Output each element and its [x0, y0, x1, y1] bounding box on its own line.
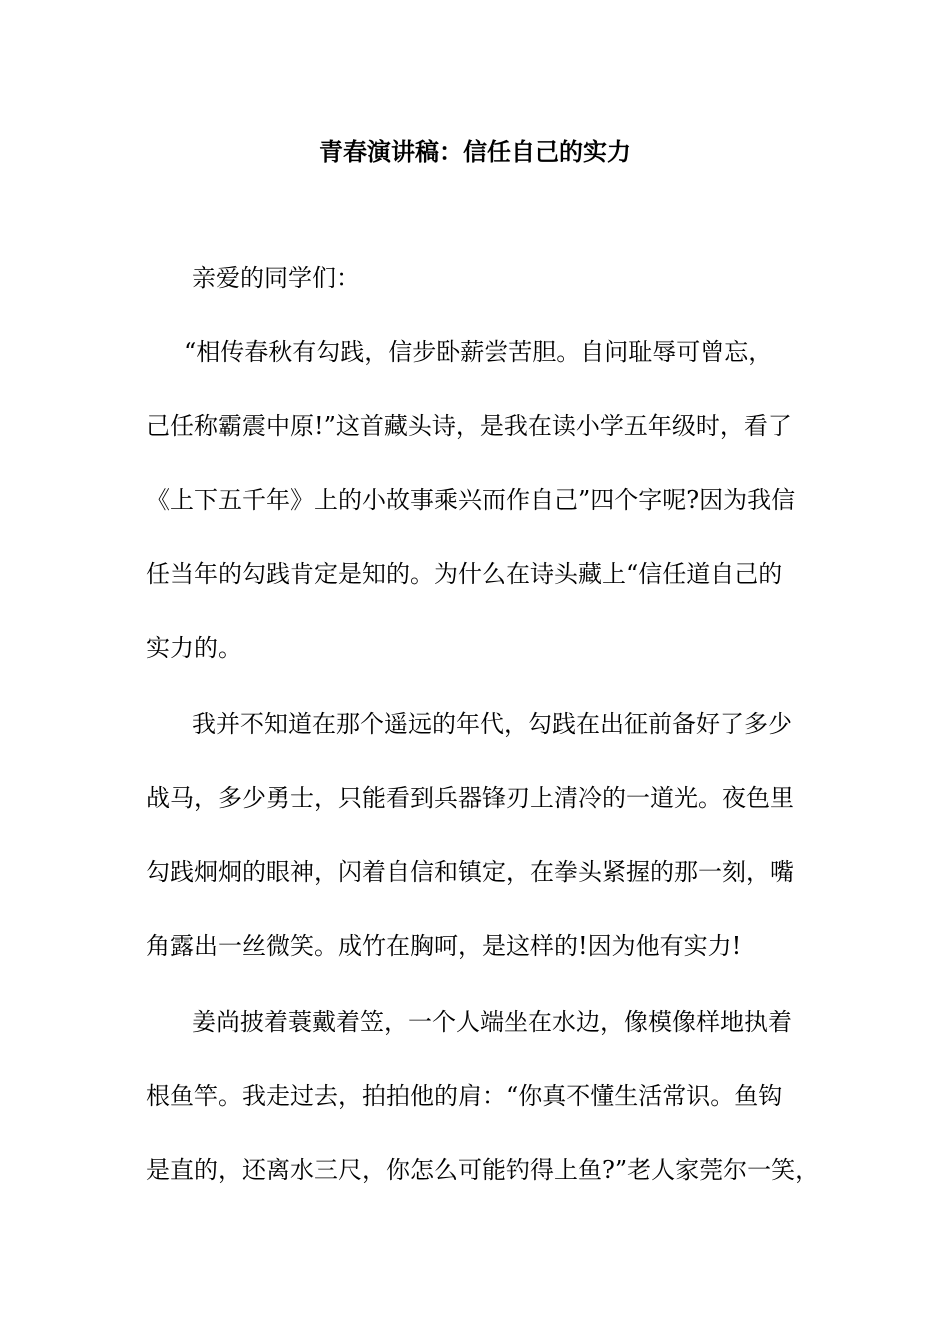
- paragraph-line: 《上下五千年》上的小故事乘兴而作自己”四个字呢?因为我信: [146, 486, 796, 514]
- document-title: 青春演讲稿：信任自己的实力: [319, 138, 631, 166]
- paragraph-line: 勾践炯炯的眼神，闪着自信和镇定，在拳头紧握的那一刻，嘴: [146, 858, 794, 886]
- paragraph-line: 姜尚披着蓑戴着笠，一个人端坐在水边，像模像样地执着: [192, 1008, 792, 1036]
- paragraph-line: 根鱼竿。我走过去，拍拍他的肩：“你真不懂生活常识。鱼钩: [146, 1082, 783, 1110]
- paragraph-line: 己任称霸震中原!”这首藏头诗，是我在读小学五年级时，看了: [146, 412, 792, 440]
- paragraph-line: “相传春秋有勾践，信步卧薪尝苦胆。自问耻辱可曾忘，: [184, 338, 773, 366]
- paragraph-line: 角露出一丝微笑。成竹在胸呵，是这样的!因为他有实力!: [146, 932, 742, 960]
- paragraph-line: 战马，多少勇士，只能看到兵器锋刃上清冷的一道光。夜色里: [146, 784, 794, 812]
- paragraph-line: 任当年的勾践肯定是知的。为什么在诗头藏上“信任道自己的: [146, 560, 783, 588]
- paragraph-line: 是直的，还离水三尺，你怎么可能钓得上鱼?”老人家莞尔一笑，: [146, 1156, 820, 1184]
- salutation-line: 亲爱的同学们：: [192, 264, 360, 292]
- paragraph-line: 我并不知道在那个遥远的年代，勾践在出征前备好了多少: [192, 710, 792, 738]
- paragraph-line: 实力的。: [146, 634, 242, 662]
